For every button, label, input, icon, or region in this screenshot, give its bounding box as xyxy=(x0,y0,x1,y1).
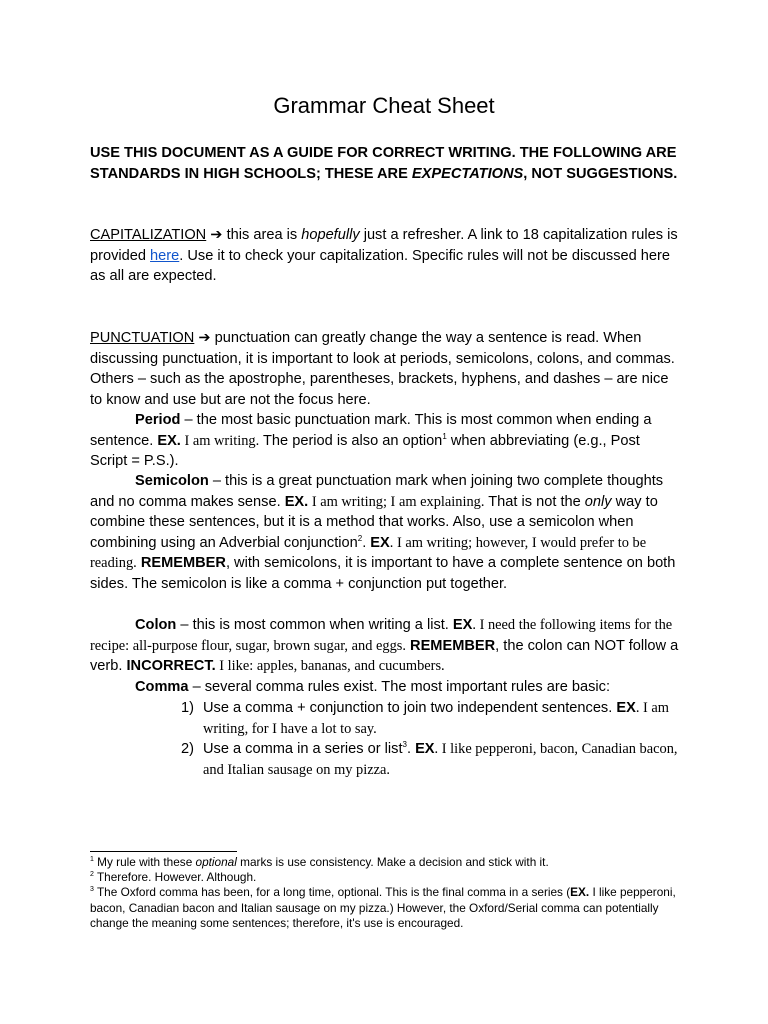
semicolon-text-6: , with semicolons, it is important to have a complete sentence on both sides. The semicolon is like a comma + conjunction put together. xyxy=(90,555,676,592)
period-term: Period xyxy=(135,412,181,428)
comma-rules-list xyxy=(181,698,681,780)
intro-paragraph xyxy=(90,143,680,184)
example-text: . I need the following items for the recipe: all-purpose flour, sugar, brown sugar, and eggs. xyxy=(90,617,673,654)
intro-text-end: , NOT SUGGESTIONS. xyxy=(523,165,678,182)
semicolon-term: Semicolon xyxy=(135,473,209,489)
colon-text: – this is most common when writing a list. xyxy=(176,617,453,633)
colon-text-3: , the colon can NOT follow a verb. xyxy=(90,637,679,674)
comma-term: Comma xyxy=(135,679,189,695)
list-item xyxy=(181,739,681,780)
footnote-divider xyxy=(90,851,237,852)
semicolon-text: – this is a great punctuation mark when joining two complete thoughts and no comma makes sense. xyxy=(90,473,664,510)
footnote-1 xyxy=(90,855,690,871)
remember-label: REMEMBER xyxy=(140,555,226,571)
capitalization-text-2: just a refresher. A link to 18 capitalization rules is provided xyxy=(90,227,678,264)
example-text: . I like pepperoni, bacon, Canadian bacon, and Italian sausage on my pizza. xyxy=(203,741,678,778)
list-text: Use a comma in a series or list xyxy=(203,741,403,757)
semicolon-text-3: way to combine these sentences, but it is a method that works. Also, use a semicolon when combining using an Adverbial conjunction xyxy=(90,493,658,551)
footnote-text-2: marks is use consistency. Make a decision and stick with it. xyxy=(236,855,549,869)
capitalization-emphasis: hopefully xyxy=(301,227,360,243)
footnote-ref: 1 xyxy=(442,431,447,441)
page-title: Grammar Cheat Sheet xyxy=(273,93,495,118)
list-number: 2) xyxy=(181,741,194,757)
comma-paragraph xyxy=(90,677,680,698)
example-label: EX xyxy=(370,534,390,551)
footnote-number: 3 xyxy=(90,886,94,894)
arrow-icon: ➔ xyxy=(210,227,223,243)
arrow-icon: ➔ xyxy=(198,330,211,346)
period-paragraph xyxy=(90,410,680,472)
capitalization-text: this area is xyxy=(222,227,302,243)
semicolon-text-2: That is not the xyxy=(484,493,585,510)
footnote-text-2: I like pepperoni, bacon, Canadian bacon and Italian sausage on my pizza.) However, the Oxford/Serial comma can potentially change the meaning some sentences; therefore, it's use is encouraged. xyxy=(90,885,676,930)
capitalization-paragraph xyxy=(90,225,680,287)
footnote-text: The Oxford comma has been, for a long time, optional. This is the final comma in a series ( xyxy=(93,885,571,899)
semicolon-paragraph xyxy=(90,471,680,594)
footnote-3 xyxy=(90,885,690,932)
remember-label: REMEMBER xyxy=(410,637,496,654)
period-text-3: when abbreviating (e.g., Post Script = P.S.). xyxy=(90,432,640,469)
punctuation-text: punctuation can greatly change the way a sentence is read. When discussing punctuation, it is important to look at periods, semicolons, colons, and commas. Others – such as the apostrophe, parentheses, brackets, hyphens, and dashes – are nice to know and use but are not the focus here. xyxy=(90,330,675,408)
example-label: EX. xyxy=(157,432,181,449)
intro-emphasis: EXPECTATIONS xyxy=(411,165,524,182)
example-label: EX xyxy=(452,617,473,633)
footnote-text: Therefore. However. Although. xyxy=(93,870,257,884)
footnote-bold: EX. xyxy=(570,885,590,899)
capitalization-heading: CAPITALIZATION xyxy=(90,227,207,243)
list-number: 1) xyxy=(181,700,194,716)
punctuation-paragraph xyxy=(90,328,680,410)
footnote-ref: 3 xyxy=(402,740,407,750)
example-text: I am writing. xyxy=(180,432,260,449)
footnote-emphasis: optional xyxy=(195,855,237,869)
capitalization-text-3: . Use it to check your capitalization. Specific rules will not be discussed here as all are expected. xyxy=(90,247,671,284)
incorrect-label: INCORRECT. xyxy=(126,658,216,674)
example-label: EX xyxy=(616,700,636,716)
example-text: I like: apples, bananas, and cucumbers. xyxy=(215,658,445,674)
list-item xyxy=(181,698,681,739)
period-text: – the most basic punctuation mark. This is most common when ending a sentence. xyxy=(90,412,652,449)
list-text: Use a comma + conjunction to join two independent sentences. xyxy=(203,700,617,716)
colon-term: Colon xyxy=(135,617,177,633)
footnote-number: 2 xyxy=(90,871,94,879)
comma-text: – several comma rules exist. The most important rules are basic: xyxy=(188,679,611,695)
example-text: . I am writing; however, I would prefer to be reading. xyxy=(90,534,647,571)
semicolon-emphasis: only xyxy=(584,493,612,510)
example-text: . I am writing, for I have a lot to say. xyxy=(203,700,669,737)
semicolon-text-4: . xyxy=(362,534,371,551)
punctuation-heading: PUNCTUATION xyxy=(90,330,195,346)
footnote-ref: 2 xyxy=(357,533,363,543)
capitalization-rules-link[interactable]: here xyxy=(150,247,180,264)
intro-text: USE THIS DOCUMENT AS A GUIDE FOR CORRECT WRITING. THE FOLLOWING ARE STANDARDS IN HIGH SCHOOLS; THESE ARE xyxy=(90,145,677,182)
example-text: I am writing; I am explaining. xyxy=(308,493,485,510)
footnote-text: My rule with these xyxy=(93,855,196,869)
colon-paragraph xyxy=(90,615,680,677)
example-label: EX xyxy=(415,741,435,757)
list-text-2: . xyxy=(406,741,416,757)
example-label: EX. xyxy=(284,493,309,510)
period-text-2: The period is also an option xyxy=(259,432,443,449)
footnote-2 xyxy=(90,870,690,886)
footnote-number: 1 xyxy=(90,856,94,864)
